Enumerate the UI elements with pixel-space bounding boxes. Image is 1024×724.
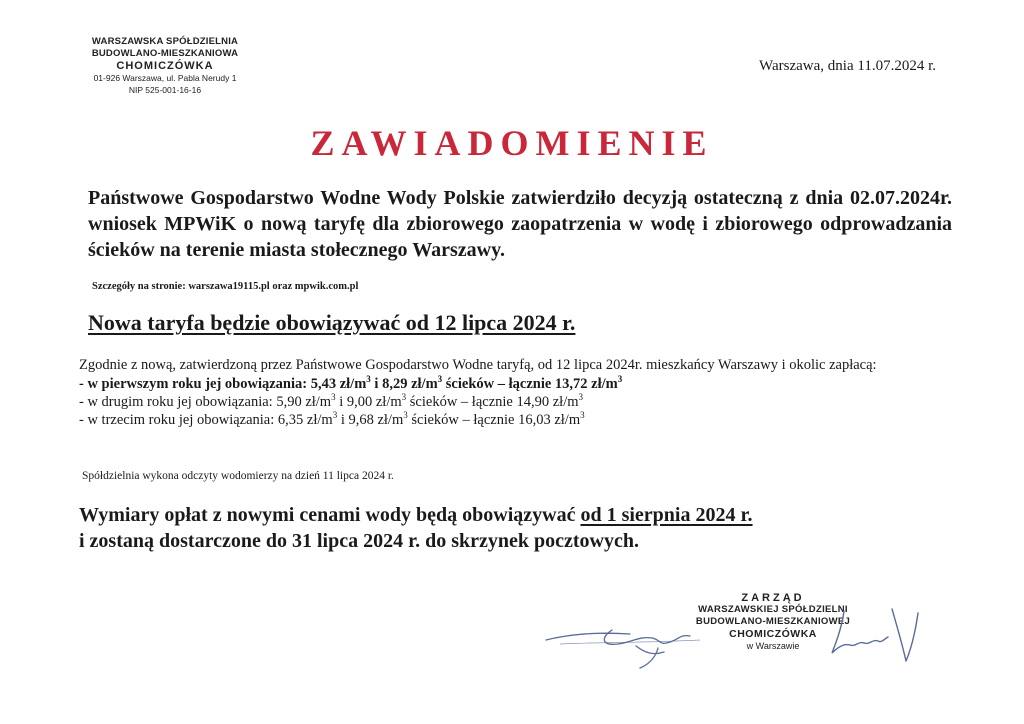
rate-exp: 3	[580, 410, 585, 421]
final-notice	[79, 502, 979, 554]
rate-exp: 3	[403, 410, 408, 421]
rate-prefix: - w pierwszym roku jej obowiązania:	[79, 376, 311, 392]
rate-exp: 3	[578, 392, 584, 403]
signature-right	[822, 603, 922, 665]
details-note: Szczegóły na stronie: warszawa19115.pl oraz mpwik.com.pl	[92, 281, 359, 292]
rate-line-year-3	[79, 411, 959, 429]
meter-readings-note: Spółdzielnia wykona odczyty wodomierzy na dzień 11 lipca 2024 r.	[82, 470, 394, 482]
rates-section	[79, 356, 959, 429]
rate-total: 16,03 zł/m	[518, 412, 581, 428]
document-date: Warszawa, dnia 11.07.2024 r.	[759, 58, 936, 74]
signature-left	[540, 612, 710, 672]
letterhead-line: BUDOWLANO-MIESZKANIOWA	[91, 48, 239, 59]
final-line-1	[79, 502, 979, 528]
letterhead-nip: NIP 525-001-16-16	[128, 85, 202, 95]
rate-sewage-label: ścieków – łącznie	[406, 394, 517, 410]
letterhead-address: 01-926 Warszawa, ul. Pabla Nerudy 1	[93, 73, 237, 83]
rate-exp: 3	[366, 374, 371, 385]
letterhead-name: CHOMICZÓWKA	[116, 60, 214, 72]
rate-water: 6,35 zł/m	[277, 412, 333, 428]
rate-joiner: i	[337, 412, 349, 428]
document-title: ZAWIADOMIENIE	[310, 123, 714, 163]
final-underlined-date: od 1 sierpnia 2024 r.	[580, 504, 753, 526]
rates-intro: Zgodnie z nową, zatwierdzoną przez Państwowe Gospodarstwo Wodne taryfą, od 12 lipca 2024r. mieszkańcy Warszawy i okolic zapłacą:	[79, 357, 877, 373]
rate-sewage-label: ścieków – łącznie	[442, 376, 555, 392]
rate-total: 13,72 zł/m	[554, 376, 618, 392]
rate-sewage: 8,29 zł/m	[382, 376, 438, 392]
rate-joiner: i	[335, 394, 347, 410]
final-line-2: i zostaną dostarczone do 31 lipca 2024 r. do skrzynek pocztowych.	[79, 530, 639, 552]
rate-sewage: 9,68 zł/m	[348, 412, 404, 428]
rate-water: 5,90 zł/m	[276, 394, 332, 410]
letterhead-stamp	[70, 36, 260, 96]
board-line: w Warszawie	[746, 641, 800, 651]
rate-line-year-1	[79, 375, 959, 393]
rate-water: 5,43 zł/m	[310, 376, 367, 392]
board-line: BUDOWLANO-MIESZKANIOWEJ	[695, 616, 851, 627]
lead-paragraph: Państwowe Gospodarstwo Wodne Wody Polskie zatwierdziło decyzją ostateczną z dnia 02.07.2024r. wniosek MPWiK o nową taryfę dla zbiorowego zaopatrzenia w wodę i zbiorowego odprowadzania ścieków na terenie miasta stołecznego Warszawy.	[88, 187, 952, 261]
rate-exp: 3	[332, 410, 338, 421]
board-line: WARSZAWSKIEJ SPÓŁDZIELNI	[698, 604, 848, 615]
rate-line-year-2	[79, 393, 959, 411]
letterhead-line: WARSZAWSKA SPÓŁDZIELNIA	[91, 36, 239, 47]
rate-total: 14,90 zł/m	[516, 394, 579, 410]
rate-joiner: i	[370, 376, 383, 392]
rate-sewage: 9,00 zł/m	[346, 394, 402, 410]
effective-date-heading: Nowa taryfa będzie obowiązywać od 12 lipca 2024 r.	[88, 310, 576, 335]
rate-sewage-label: ścieków – łącznie	[407, 412, 519, 428]
rate-exp: 3	[437, 374, 443, 385]
rate-exp: 3	[331, 392, 336, 403]
rate-exp: 3	[617, 374, 623, 385]
rate-prefix: - w trzecim roku jej obowiązania:	[79, 412, 278, 428]
rate-exp: 3	[401, 392, 407, 403]
rate-prefix: - w drugim roku jej obowiązania:	[79, 394, 277, 410]
final-text: Wymiary opłat z nowymi cenami wody będą obowiązywać	[79, 504, 581, 526]
board-line: ZARZĄD	[741, 592, 805, 604]
board-line: CHOMICZÓWKA	[729, 628, 817, 640]
